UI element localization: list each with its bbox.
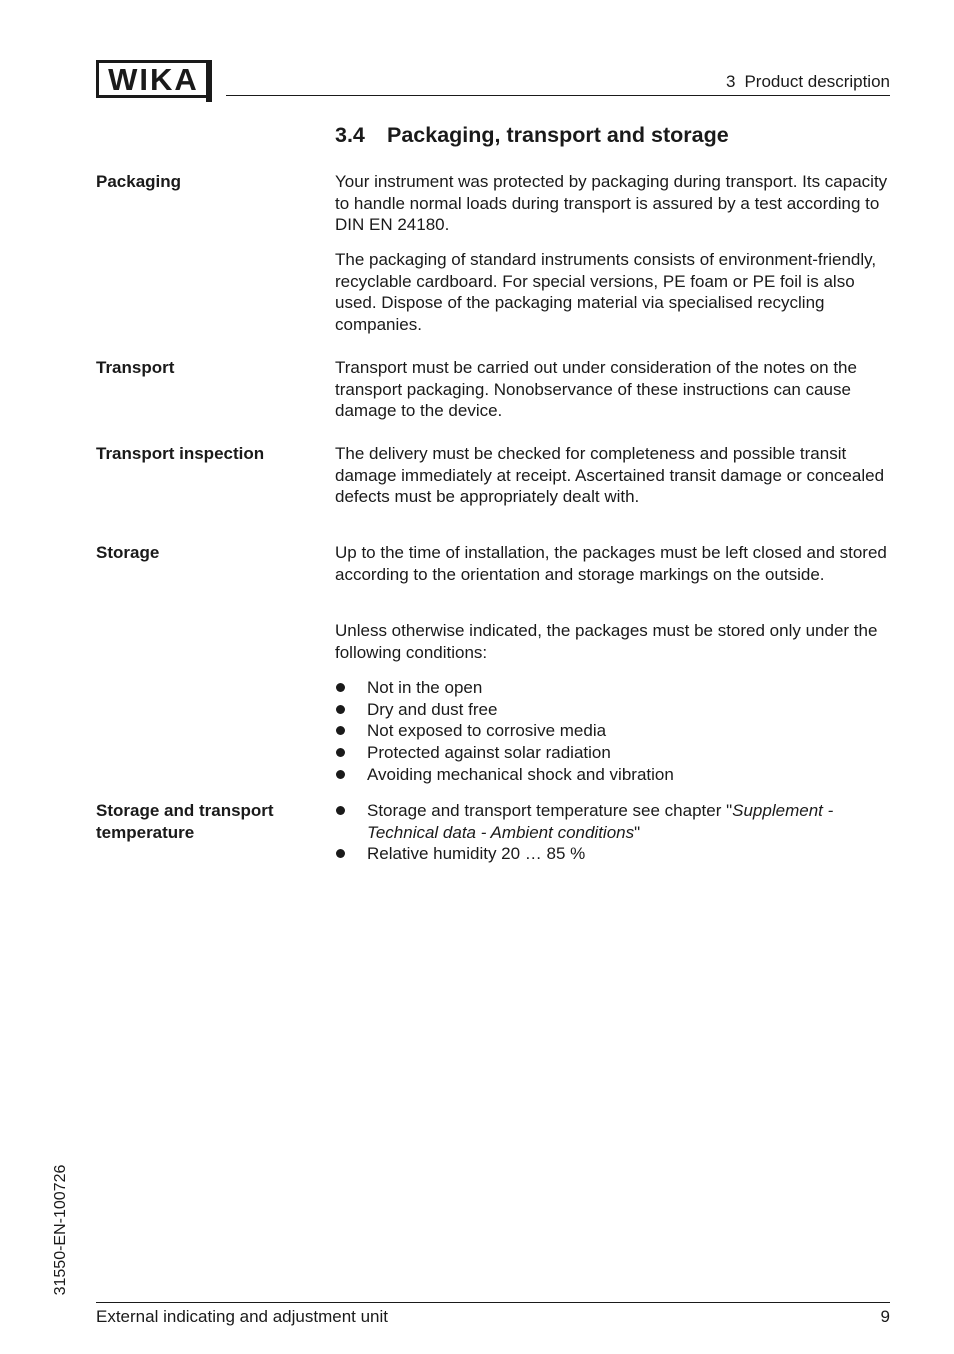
- wika-logo: [96, 60, 209, 98]
- storage-paragraph-2: Unless otherwise indicated, the packages must be stored only under the following conditions:: [335, 621, 878, 662]
- page-number: 9: [880, 1307, 890, 1326]
- storage-label: Storage: [96, 543, 160, 562]
- section-number: 3.4: [335, 123, 365, 147]
- footer-rule: [96, 1302, 890, 1303]
- header-rule: [226, 95, 890, 96]
- packaging-label: Packaging: [96, 172, 182, 191]
- chapter-number: 3: [726, 72, 736, 91]
- logo-bar: [206, 60, 212, 102]
- list-item: Not in the open: [335, 677, 895, 699]
- running-header: [726, 72, 890, 92]
- transport-inspection-label: Transport inspection: [96, 444, 265, 463]
- document-code: 31550-EN-100726: [52, 1164, 69, 1296]
- storage-conditions-list: [335, 677, 895, 786]
- transport-inspection-paragraph: The delivery must be checked for completeness and possible transit damage immediately at receipt. Ascertained transit damage or concealed defects must be appropriately dealt with.: [335, 444, 885, 507]
- transport-paragraph: Transport must be carried out under consideration of the notes on the transport packaging. Nonobservance of these instructions can cause damage to the device.: [335, 358, 857, 421]
- item-text-suffix: ": [634, 822, 641, 842]
- footer-document-title: External indicating and adjustment unit: [96, 1307, 389, 1326]
- list-item: Dry and dust free: [335, 699, 895, 721]
- list-item: Relative humidity 20 … 85 %: [335, 843, 895, 865]
- storage-transport-temperature-label: Storage and transport temperature: [96, 801, 274, 842]
- temperature-list: [335, 800, 895, 865]
- packaging-paragraph-1: Your instrument was protected by packaging during transport. Its capacity to handle normal loads during transport is assured by a test according to DIN EN 24180.: [335, 172, 888, 235]
- chapter-title: Product description: [744, 72, 890, 91]
- chapter-reference: Supplement - Technical data - Ambient conditions: [367, 801, 834, 842]
- list-item: Protected against solar radiation: [335, 742, 895, 764]
- storage-paragraph-1: Up to the time of installation, the packages must be left closed and stored according to the orientation and storage markings on the outside.: [335, 543, 887, 584]
- list-item: [335, 800, 895, 843]
- packaging-paragraph-2: The packaging of standard instruments consists of environment-friendly, recyclable cardboard. For special versions, PE foam or PE foil is also used. Dispose of the packaging material via specialised recycling companies.: [335, 250, 877, 335]
- section-title: Packaging, transport and storage: [387, 123, 729, 147]
- logo-text: WIKA: [108, 62, 199, 97]
- list-item: Not exposed to corrosive media: [335, 720, 895, 742]
- item-text-prefix: Storage and transport temperature see chapter ": [367, 801, 733, 820]
- list-item: Avoiding mechanical shock and vibration: [335, 764, 895, 786]
- section-heading: [335, 123, 729, 148]
- transport-label: Transport: [96, 358, 175, 377]
